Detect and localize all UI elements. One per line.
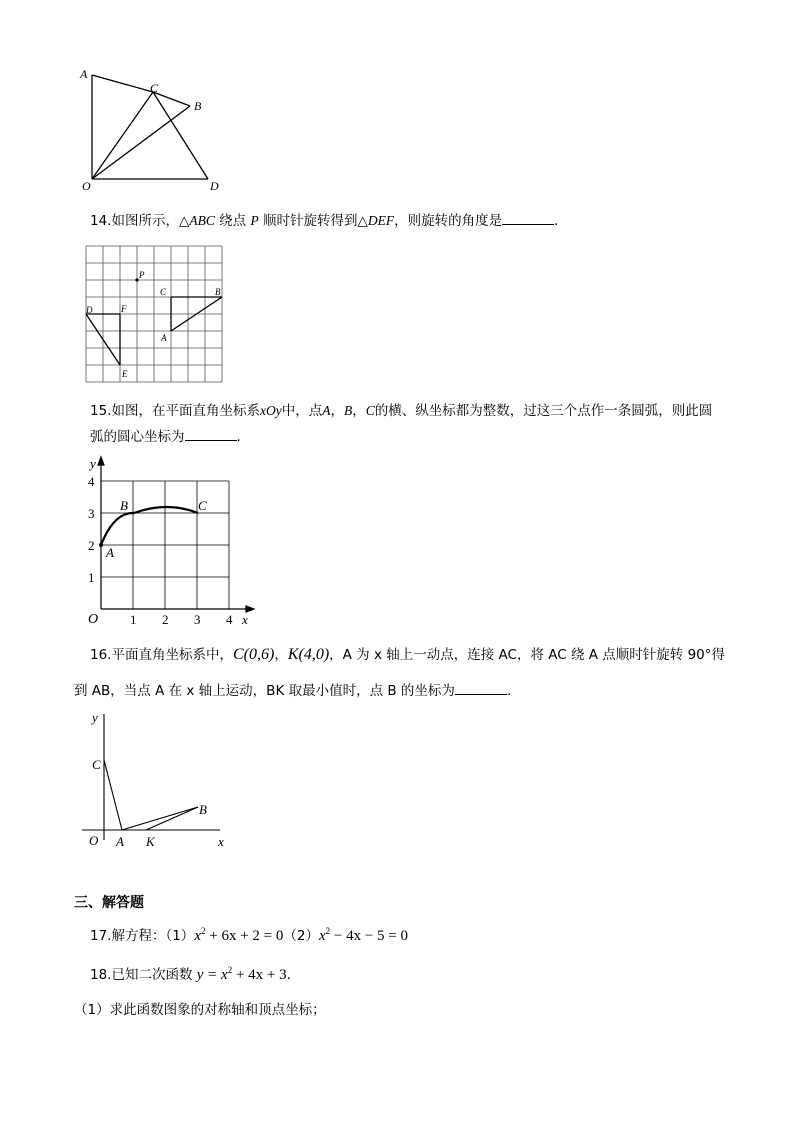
figure-15-coordinate-grid	[84, 454, 264, 630]
label-a: A	[116, 834, 124, 849]
answer-blank[interactable]	[502, 210, 554, 225]
label-d: D	[210, 179, 219, 193]
y-tick-2: 2	[88, 538, 95, 553]
y-axis-label: y	[90, 456, 96, 471]
y-tick-4: 4	[88, 474, 95, 489]
x-tick-1: 1	[130, 612, 137, 627]
question-14: 14.如图所示，△ABC 绕点 P 顺时针旋转得到△DEF，则旋转的角度是 .	[90, 210, 558, 231]
answer-blank[interactable]	[455, 680, 507, 695]
label-o: O	[89, 833, 99, 848]
segment-ca	[104, 760, 122, 830]
label-d: D	[86, 305, 93, 315]
label-y: y	[92, 710, 98, 725]
question-16-line-1: 16.平面直角坐标系中，C(0,6)，K(4,0)，A 为 x 轴上一动点，连接 AC，将 AC 绕 A 点顺时针旋转 90°得	[90, 646, 725, 663]
label-c: C	[92, 757, 101, 772]
origin-label: O	[88, 612, 99, 627]
segment-cb	[153, 92, 190, 106]
question-17: 17.解方程：$(1)x^2 + 6x + 2 = 0(2)x^2 - 4x - 5 = 0$	[90, 926, 409, 944]
question-18-part-1: （1）求此函数图象的对称轴和顶点坐标；	[74, 1002, 326, 1018]
x-tick-4: 4	[226, 612, 233, 627]
y-axis-arrow	[98, 457, 104, 465]
segment-kb	[146, 807, 198, 830]
question-16-line-2: 到 AB，当点 A 在 x 轴上运动，BK 取最小值时，点 B 的坐标为 .	[74, 680, 511, 701]
y-tick-1: 1	[88, 570, 95, 585]
label-b: B	[120, 498, 128, 513]
figure-14-grid	[84, 244, 226, 386]
segment-ob	[92, 106, 190, 179]
label-f: F	[121, 304, 127, 314]
x-tick-3: 3	[194, 612, 201, 627]
segment-oc	[92, 92, 153, 179]
x-tick-2: 2	[162, 612, 169, 627]
label-c: C	[150, 81, 159, 95]
figure-16	[80, 710, 240, 855]
label-b: B	[215, 287, 221, 297]
question-15-line-2: 弧的圆心坐标为 .	[90, 426, 241, 447]
label-b: B	[199, 802, 207, 817]
x-axis-label: x	[242, 612, 248, 627]
label-c: C	[160, 287, 167, 297]
point-a	[99, 543, 103, 547]
question-18: 18.已知二次函数 $y = x^2 + 4x + 3$.	[90, 965, 291, 983]
label-a: A	[80, 67, 88, 81]
y-tick-3: 3	[88, 506, 95, 521]
label-k: K	[146, 834, 155, 849]
segment-ab	[122, 807, 198, 830]
label-a: A	[106, 545, 114, 560]
figure-13	[72, 66, 232, 196]
label-e: E	[122, 369, 128, 379]
label-x: x	[218, 834, 224, 849]
answer-blank[interactable]	[185, 426, 237, 441]
question-15-line-1: 15.如图，在平面直角坐标系xOy中，点A，B，C的横、纵坐标都为整数，过这三个点作一条圆弧，则此圆	[90, 403, 713, 419]
label-b: B	[194, 99, 202, 113]
section-title: 三、解答题	[74, 895, 144, 911]
label-o: O	[82, 179, 91, 193]
label-c: C	[198, 498, 207, 513]
label-p: P	[139, 270, 145, 280]
segment-ac	[92, 75, 153, 92]
label-a: A	[161, 333, 167, 343]
